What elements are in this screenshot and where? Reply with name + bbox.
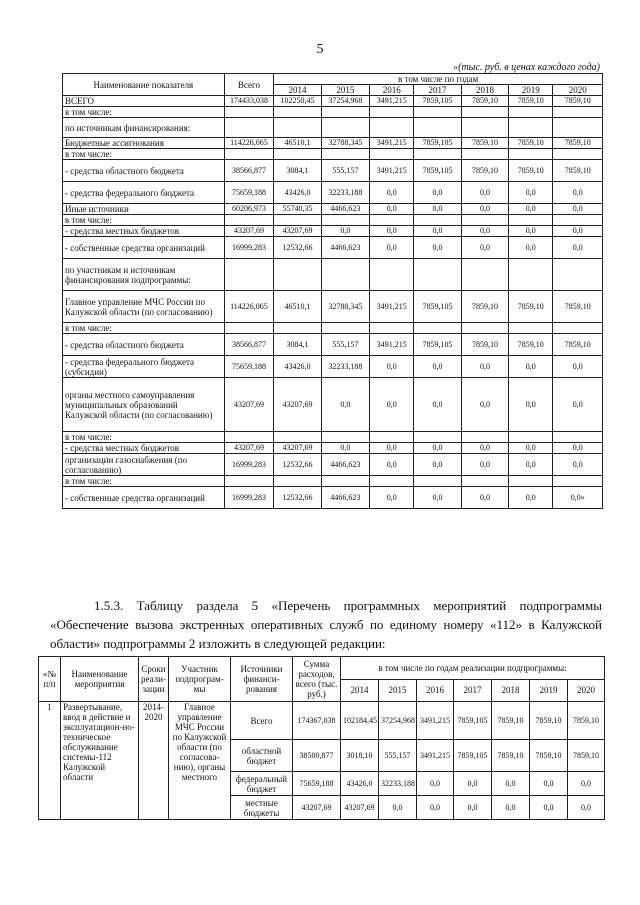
cell-value: 0,0 [553, 237, 603, 259]
cell-value: 7859,105 [414, 334, 461, 356]
row-label: - собственные средства организаций [63, 237, 225, 259]
cell-value: 0,0 [370, 356, 414, 378]
header-by-years: в том числе по годам реализации подпрограммы: [341, 657, 605, 680]
cell-value: 32233,188 [321, 356, 370, 378]
cell-value: 4466,623 [321, 204, 370, 215]
cell-value: 102250,45 [274, 96, 321, 107]
cell-empty [321, 432, 370, 443]
header-num: «№ п/п [39, 657, 61, 702]
table-row [63, 378, 603, 432]
table-row [63, 138, 603, 149]
cell-value: 75659,188 [293, 772, 341, 796]
cell-value: 0,0 [461, 226, 508, 237]
measure-name: Развертывание, ввод в действие и эксплуатацион-но-техническое обслуживание системы-112 Калужской области [61, 702, 139, 820]
cell-value: 0,0 [461, 378, 508, 432]
cell-value: 7859,10 [530, 702, 568, 740]
amendment-paragraph: 1.5.3. Таблицу раздела 5 «Перечень программных мероприятий подпрограммы «Обеспечение вызова экстренных оперативных служб по единому номеру «112» в Калужской области» подпрограммы 2 изложить в следующей редакции: [50, 598, 602, 651]
cell-value: 0,0 [414, 378, 461, 432]
cell-value: 0,0 [568, 796, 605, 820]
cell-empty [274, 107, 321, 118]
cell-value: 0,0 [509, 378, 553, 432]
cell-value: 0,0 [454, 796, 492, 820]
cell-value: 0,0 [553, 182, 603, 204]
cell-value: 43207,69 [341, 796, 379, 820]
cell-value: 38566,877 [224, 160, 274, 182]
cell-value: 7859,10 [509, 334, 553, 356]
cell-empty [461, 149, 508, 160]
cell-empty [370, 215, 414, 226]
cell-value: 7859,10 [553, 96, 603, 107]
cell-empty [321, 149, 370, 160]
cell-empty [553, 149, 603, 160]
cell-value: 0,0 [417, 772, 454, 796]
year-header: 2014 [274, 85, 321, 96]
cell-value: 43207,69 [224, 226, 274, 237]
cell-value: 7859,10 [553, 138, 603, 149]
measures-table-body [39, 702, 605, 820]
table-row [63, 443, 603, 454]
cell-value: 102184,45 [341, 702, 379, 740]
cell-empty [553, 323, 603, 334]
cell-value: 32233,188 [379, 772, 417, 796]
cell-value: 0,0 [553, 356, 603, 378]
row-label: Иные источники [63, 204, 225, 215]
cell-value: 12532,66 [274, 454, 321, 476]
cell-value: 43426,0 [274, 356, 321, 378]
cell-empty [370, 476, 414, 487]
table-row [63, 160, 603, 182]
source-label: областной бюджет [231, 740, 293, 772]
table-row [63, 118, 603, 138]
cell-empty [224, 107, 274, 118]
cell-empty [509, 118, 553, 138]
cell-value: 32233,188 [321, 182, 370, 204]
cell-empty [274, 476, 321, 487]
table-row [63, 476, 603, 487]
cell-value: 43207,69 [293, 796, 341, 820]
cell-value: 114226,065 [224, 138, 274, 149]
cell-empty [370, 259, 414, 291]
cell-value: 0,0 [553, 204, 603, 215]
cell-empty [370, 107, 414, 118]
cell-empty [274, 432, 321, 443]
cell-empty [461, 107, 508, 118]
cell-value: 4466,623 [321, 454, 370, 476]
cell-value: 7859,10 [461, 138, 508, 149]
cell-value: 0,0 [321, 443, 370, 454]
cell-empty [414, 149, 461, 160]
row-label: в том числе: [63, 432, 225, 443]
cell-empty [414, 432, 461, 443]
cell-empty [274, 149, 321, 160]
cell-value: 0,0 [553, 454, 603, 476]
measure-terms: 2014-2020 [139, 702, 169, 820]
year-header: 2019 [509, 85, 553, 96]
cell-empty [274, 118, 321, 138]
cell-value: 0,0 [370, 487, 414, 509]
table-row [39, 702, 605, 740]
cell-value: 0,0 [461, 443, 508, 454]
cell-value: 7859,10 [553, 291, 603, 323]
cell-value: 43207,69 [274, 226, 321, 237]
cell-value: 0,0 [461, 356, 508, 378]
year-header: 2016 [370, 85, 414, 96]
financing-table-body [63, 96, 603, 509]
cell-value: 0,0 [417, 796, 454, 820]
cell-value: 0,0 [553, 378, 603, 432]
row-label: - средства областного бюджета [63, 334, 225, 356]
cell-value: 555,157 [321, 334, 370, 356]
row-label: - средства местных бюджетов [63, 443, 225, 454]
cell-value: 16999,283 [224, 487, 274, 509]
cell-value: 4466,623 [321, 487, 370, 509]
row-label: - средства областного бюджета [63, 160, 225, 182]
cell-value: 7859,105 [414, 160, 461, 182]
cell-empty [224, 118, 274, 138]
row-label: в том числе: [63, 215, 225, 226]
cell-value: 114226,065 [224, 291, 274, 323]
cell-empty [370, 118, 414, 138]
cell-empty [414, 259, 461, 291]
year-header: 2020 [568, 679, 605, 702]
year-header: 2018 [492, 679, 530, 702]
cell-value: 46510,1 [274, 291, 321, 323]
cell-value: 3491,215 [370, 291, 414, 323]
cell-value: 0,0 [370, 378, 414, 432]
table-header-row [39, 657, 605, 680]
cell-value: 0,0 [509, 443, 553, 454]
cell-value: 7859,10 [553, 334, 603, 356]
cell-value: 3491,215 [370, 138, 414, 149]
table-row [63, 487, 603, 509]
row-label: в том числе: [63, 107, 225, 118]
row-label: - собственные средства организаций [63, 487, 225, 509]
cell-value: 3084,1 [274, 334, 321, 356]
cell-value: 43207,69 [274, 443, 321, 454]
row-label: по источникам финансирования: [63, 118, 225, 138]
cell-empty [414, 476, 461, 487]
cell-value: 43207,69 [274, 378, 321, 432]
cell-empty [321, 107, 370, 118]
cell-value: 7859,10 [509, 96, 553, 107]
cell-value: 0,0 [530, 796, 568, 820]
table-row [63, 259, 603, 291]
cell-value: 174367,038 [293, 702, 341, 740]
cell-value: 43426,0 [341, 772, 379, 796]
cell-value: 0,0 [370, 226, 414, 237]
cell-value: 16999,283 [224, 237, 274, 259]
cell-value: 16999,283 [224, 454, 274, 476]
cell-value: 0,0 [414, 226, 461, 237]
cell-value: 3491,215 [417, 740, 454, 772]
cell-empty [461, 215, 508, 226]
row-label: в том числе: [63, 323, 225, 334]
cell-empty [414, 118, 461, 138]
cell-value: 43207,69 [224, 443, 274, 454]
cell-value: 0,0 [321, 226, 370, 237]
table-row [63, 432, 603, 443]
cell-empty [224, 476, 274, 487]
cell-value: 0,0 [414, 443, 461, 454]
cell-value: 0,0 [509, 226, 553, 237]
row-label: - средства местных бюджетов [63, 226, 225, 237]
cell-empty [509, 432, 553, 443]
cell-value: 3084,1 [274, 160, 321, 182]
cell-empty [509, 215, 553, 226]
cell-value: 0,0 [370, 237, 414, 259]
cell-value: 3491,215 [370, 160, 414, 182]
cell-value: 0,0 [509, 182, 553, 204]
cell-value: 0,0 [461, 454, 508, 476]
cell-value: 555,157 [379, 740, 417, 772]
cell-value: 7859,10 [568, 740, 605, 772]
cell-value: 7859,10 [461, 291, 508, 323]
cell-value: 0,0 [568, 772, 605, 796]
row-label: в том числе: [63, 476, 225, 487]
page-number: 5 [316, 42, 324, 57]
cell-value: 7859,10 [461, 160, 508, 182]
cell-value: 0,0 [370, 443, 414, 454]
row-label: органы местного самоуправления муниципальных образований Калужской области (по согласованию) [63, 378, 225, 432]
cell-value: 43207,69 [224, 378, 274, 432]
cell-value: 7859,10 [568, 702, 605, 740]
cell-value: 0,0 [509, 204, 553, 215]
header-measure-name: Наименование мероприятия [61, 657, 139, 702]
cell-empty [274, 323, 321, 334]
cell-value: 43426,0 [274, 182, 321, 204]
header-sum: Сумма расходов, всего (тыс. руб.) [293, 657, 341, 702]
cell-empty [274, 215, 321, 226]
table-row [63, 204, 603, 215]
cell-empty [461, 118, 508, 138]
table-row [63, 237, 603, 259]
measure-participant: Главное управление МЧС России по Калужской области (по согласова-нию), органы местного [169, 702, 231, 820]
cell-value: 0,0 [509, 487, 553, 509]
cell-value: 37254,968 [379, 702, 417, 740]
row-label: Главное управление МЧС России по Калужской области (по согласованию) [63, 291, 225, 323]
cell-empty [224, 323, 274, 334]
cell-empty [321, 118, 370, 138]
cell-empty [414, 323, 461, 334]
cell-value: 38500,877 [293, 740, 341, 772]
cell-value: 7859,10 [492, 702, 530, 740]
cell-value: 0,0 [492, 796, 530, 820]
cell-value: 0,0 [454, 772, 492, 796]
cell-value: 4466,623 [321, 237, 370, 259]
cell-empty [461, 323, 508, 334]
table-row [63, 107, 603, 118]
cell-value: 55740,35 [274, 204, 321, 215]
cell-empty [321, 215, 370, 226]
row-label: - средства федерального бюджета [63, 182, 225, 204]
row-label: - средства федерального бюджета (субсидии) [63, 356, 225, 378]
cell-value: 46510,1 [274, 138, 321, 149]
cell-value: 0,0 [414, 454, 461, 476]
cell-empty [461, 259, 508, 291]
source-label: федеральный бюджет [231, 772, 293, 796]
cell-value: 12532,66 [274, 237, 321, 259]
table-row [63, 96, 603, 107]
cell-empty [509, 149, 553, 160]
cell-value: 0,0 [414, 237, 461, 259]
cell-value: 0,0 [492, 772, 530, 796]
cell-value: 0,0 [461, 487, 508, 509]
cell-empty [553, 259, 603, 291]
cell-empty [224, 149, 274, 160]
header-total: Всего [224, 74, 274, 96]
year-header: 2018 [461, 85, 508, 96]
cell-value: 7859,105 [414, 291, 461, 323]
cell-value: 7859,10 [509, 291, 553, 323]
year-header: 2014 [341, 679, 379, 702]
year-header: 2016 [417, 679, 454, 702]
cell-value: 0,0 [509, 454, 553, 476]
cell-value: 37254,968 [321, 96, 370, 107]
table-row [63, 323, 603, 334]
cell-empty [461, 476, 508, 487]
cell-value: 12532,66 [274, 487, 321, 509]
cell-empty [414, 215, 461, 226]
units-note: «(тыс. руб. в ценах каждого года) [453, 62, 600, 73]
measures-table [38, 656, 605, 820]
cell-value: 38566,877 [224, 334, 274, 356]
source-label: Всего [231, 702, 293, 740]
table-header-row [63, 74, 603, 85]
row-label: по участникам и источникам финансирования подпрограммы: [63, 259, 225, 291]
cell-value: 0,0 [370, 182, 414, 204]
cell-value: 555,157 [321, 160, 370, 182]
cell-empty [370, 432, 414, 443]
cell-empty [224, 259, 274, 291]
cell-value: 7859,10 [553, 160, 603, 182]
table-row [63, 334, 603, 356]
year-header: 2019 [530, 679, 568, 702]
cell-empty [414, 107, 461, 118]
cell-empty [553, 215, 603, 226]
cell-value: 0,0 [370, 454, 414, 476]
table-row [63, 215, 603, 226]
cell-value: 0,0 [509, 237, 553, 259]
cell-value: 0,0 [414, 487, 461, 509]
cell-value: 174433,038 [224, 96, 274, 107]
cell-value: 7859,105 [454, 740, 492, 772]
cell-value: 7859,10 [492, 740, 530, 772]
cell-value: 7859,10 [461, 334, 508, 356]
cell-empty [509, 259, 553, 291]
cell-value: 0,0 [509, 356, 553, 378]
table-row [63, 149, 603, 160]
year-header: 2015 [379, 679, 417, 702]
row-label: организации газоснабжения (по согласованию) [63, 454, 225, 476]
row-label: в том числе: [63, 149, 225, 160]
cell-empty [461, 432, 508, 443]
cell-value: 0,0 [370, 204, 414, 215]
cell-value: 0,0 [461, 182, 508, 204]
year-header: 2015 [321, 85, 370, 96]
year-header: 2017 [414, 85, 461, 96]
source-label: местные бюджеты [231, 796, 293, 820]
cell-empty [321, 476, 370, 487]
cell-value: 3491,215 [417, 702, 454, 740]
cell-empty [321, 259, 370, 291]
cell-value: 75659,188 [224, 182, 274, 204]
cell-empty [509, 476, 553, 487]
financing-table [62, 73, 603, 509]
cell-value: 32788,345 [321, 138, 370, 149]
cell-value: 0,0 [321, 378, 370, 432]
row-label: ВСЕГО [63, 96, 225, 107]
cell-value: 0,0 [553, 226, 603, 237]
cell-value: 60206,973 [224, 204, 274, 215]
cell-value: 7859,105 [414, 96, 461, 107]
cell-empty [224, 215, 274, 226]
cell-empty [553, 432, 603, 443]
table-row [63, 182, 603, 204]
cell-value: 0,0» [553, 487, 603, 509]
cell-empty [509, 323, 553, 334]
cell-empty [553, 107, 603, 118]
cell-value: 7859,10 [461, 96, 508, 107]
cell-empty [370, 323, 414, 334]
table-row [63, 291, 603, 323]
cell-empty [370, 149, 414, 160]
cell-value: 0,0 [461, 204, 508, 215]
table-row [63, 454, 603, 476]
cell-value: 3491,215 [370, 96, 414, 107]
header-indicator: Наименование показателя [63, 74, 225, 96]
header-terms: Сроки реали-зации [139, 657, 169, 702]
table-row [63, 226, 603, 237]
cell-value: 3491,215 [370, 334, 414, 356]
header-sources: Источники финанси-рования [231, 657, 293, 702]
cell-empty [321, 323, 370, 334]
cell-value: 3018,10 [341, 740, 379, 772]
cell-value: 7859,10 [509, 160, 553, 182]
cell-value: 75659,188 [224, 356, 274, 378]
cell-empty [553, 476, 603, 487]
cell-value: 0,0 [414, 182, 461, 204]
year-header: 2017 [454, 679, 492, 702]
cell-value: 0,0 [414, 356, 461, 378]
cell-value: 0,0 [379, 796, 417, 820]
cell-empty [509, 107, 553, 118]
cell-value: 0,0 [461, 237, 508, 259]
header-by-years: в том числе по годам [274, 74, 603, 85]
cell-value: 7859,105 [414, 138, 461, 149]
cell-value: 32788,345 [321, 291, 370, 323]
cell-value: 0,0 [530, 772, 568, 796]
cell-value: 7859,105 [454, 702, 492, 740]
cell-value: 7859,10 [509, 138, 553, 149]
measure-number: 1 [39, 702, 61, 820]
cell-empty [553, 118, 603, 138]
cell-empty [224, 432, 274, 443]
year-header: 2020 [553, 85, 603, 96]
cell-empty [274, 259, 321, 291]
cell-value: 0,0 [553, 443, 603, 454]
cell-value: 7859,10 [530, 740, 568, 772]
cell-value: 0,0 [414, 204, 461, 215]
header-participant: Участник подпрограм-мы [169, 657, 231, 702]
row-label: Бюджетные ассигнования [63, 138, 225, 149]
table-row [63, 356, 603, 378]
